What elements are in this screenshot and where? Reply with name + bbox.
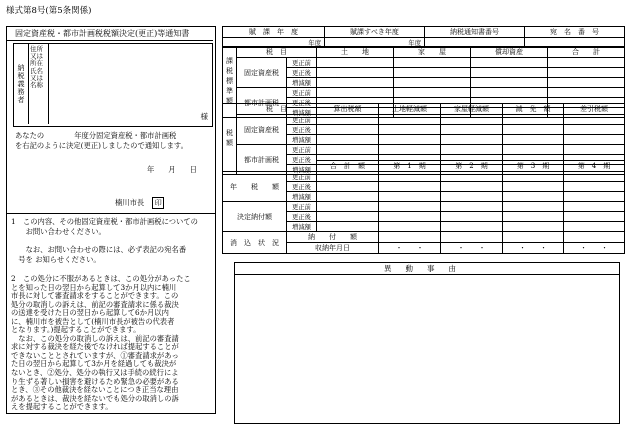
cell xyxy=(548,88,625,98)
sub-row-label: 更正前 xyxy=(287,58,317,68)
period-1-header: 第 1 期 xyxy=(379,161,441,172)
total-header: 合 計 額 xyxy=(317,161,379,172)
taxpayer-field-labels xyxy=(30,44,49,124)
cell xyxy=(548,68,625,78)
cell xyxy=(441,145,503,155)
note-line: た日の翌日から起算して3か月を経過しても裁決が xyxy=(11,359,177,369)
dot: ・ xyxy=(416,244,424,252)
depreciable-header: 償却資産 xyxy=(471,47,548,58)
cell xyxy=(564,172,625,182)
cell xyxy=(564,182,625,192)
note-1 xyxy=(11,217,213,266)
taxpayer-field-label: 住所 xyxy=(30,45,43,53)
cell xyxy=(317,182,379,192)
sub-row-label: 更正前 xyxy=(287,88,317,98)
sub-row-label: 更正前 xyxy=(287,172,317,182)
cell xyxy=(317,222,379,232)
date-dots xyxy=(564,243,625,254)
note-line: ないとき、②処分、処分の執行又は手続の続行によ xyxy=(11,368,179,378)
sub-row-label: 更正後 xyxy=(287,98,317,108)
cell xyxy=(548,78,625,88)
cell xyxy=(379,192,441,202)
annual-tax-label: 年 税 額 xyxy=(223,172,287,202)
row-fixed-asset-tax: 固定資産税 xyxy=(237,58,287,88)
tax-item-header: 税 目 xyxy=(237,47,317,58)
body-line2: を右記のように決定(更正)しましたので通知します。 xyxy=(15,141,188,151)
dot: ・ xyxy=(395,244,403,252)
body-line1: 年度分固定資産税・都市計画税 xyxy=(74,131,177,140)
cell xyxy=(564,232,625,243)
row-fixed-asset-tax: 固定資産税 xyxy=(237,115,287,145)
cell xyxy=(548,58,625,68)
total-header: 合 計 xyxy=(548,47,625,58)
cell xyxy=(317,58,394,68)
cell xyxy=(564,135,625,145)
taxpayer-vertical-label: 納税義務者 xyxy=(14,44,29,124)
sub-row-label: 更正前 xyxy=(287,145,317,155)
cell xyxy=(441,125,503,135)
note-line: 1 この内容、その他固定資産税・都市計画税についての xyxy=(11,217,198,226)
note-line: があるときは、裁決を経ないでも処分の取消しの訴 xyxy=(11,393,179,403)
period-2-header: 第 2 期 xyxy=(441,161,503,172)
cell xyxy=(441,232,503,243)
cell xyxy=(394,88,471,98)
cell xyxy=(379,202,441,212)
date-dots xyxy=(503,243,564,254)
cell xyxy=(394,58,471,68)
row-city-planning-tax: 都市計画税 xyxy=(237,88,287,118)
cell xyxy=(471,68,548,78)
cell xyxy=(379,145,441,155)
dot: ・ xyxy=(580,244,587,252)
cell xyxy=(503,125,564,135)
annual-tax-table xyxy=(222,160,625,254)
cell xyxy=(379,172,441,182)
cell xyxy=(379,125,441,135)
cell xyxy=(503,135,564,145)
header-table xyxy=(222,26,625,48)
note-line: 処分の取消しの訴えは、前記の審査請求に係る裁決 xyxy=(11,299,179,309)
sub-row-label: 更正後 xyxy=(287,155,317,165)
note-line: 2 この処分に不服があるときは、この処分があったこ xyxy=(11,274,191,283)
period-3-header: 第 3 期 xyxy=(503,161,564,172)
house-header: 家 屋 xyxy=(394,47,471,58)
cell xyxy=(441,115,503,125)
body-prefix: あなたの xyxy=(15,131,45,140)
sub-row-label: 更正後 xyxy=(287,182,317,192)
note-line: とき、③その他裁決を経ないことにつき正当な理由 xyxy=(11,385,179,395)
notice-title: 固定資産税・都市計画税税額決定(更正)等通知書 xyxy=(7,27,213,41)
blank-header xyxy=(223,161,317,172)
date-year: 年 xyxy=(147,165,155,174)
tax-standard-label: 課税標準額 xyxy=(223,47,237,118)
cell xyxy=(317,145,379,155)
cell xyxy=(564,125,625,135)
cell xyxy=(394,78,471,88)
notice-panel xyxy=(6,26,216,414)
sub-row-label: 更正前 xyxy=(287,115,317,125)
cell xyxy=(317,212,379,222)
cell xyxy=(471,78,548,88)
cell xyxy=(471,58,548,68)
decided-payment-label: 決定納付額 xyxy=(223,202,287,232)
receipt-date-label: 収納年月日 xyxy=(287,243,379,254)
taxpayer-field-label: 氏名 xyxy=(30,66,43,75)
cell xyxy=(379,135,441,145)
cell xyxy=(441,182,503,192)
cell xyxy=(317,88,394,98)
cell xyxy=(503,192,564,202)
taxpayer-box xyxy=(13,43,213,127)
dot: ・ xyxy=(457,244,465,252)
cell xyxy=(441,135,503,145)
sub-row-label: 更正後 xyxy=(287,212,317,222)
note-line: 号を お知らせください。 xyxy=(11,255,101,265)
dot: ・ xyxy=(540,244,547,252)
period-4-header: 第 4 期 xyxy=(564,161,625,172)
cell xyxy=(441,202,503,212)
cell xyxy=(394,68,471,78)
notice-date xyxy=(147,165,213,175)
date-month: 月 xyxy=(168,165,176,174)
sub-row-label: 増減額 xyxy=(287,78,317,88)
cell xyxy=(317,78,394,88)
cell xyxy=(379,222,441,232)
cell xyxy=(317,192,379,202)
cell xyxy=(564,192,625,202)
cell xyxy=(503,145,564,155)
dot: ・ xyxy=(519,244,526,252)
change-reason-title: 異動事由 xyxy=(235,263,619,275)
date-dots xyxy=(379,243,441,254)
cell xyxy=(441,222,503,232)
note-2 xyxy=(11,275,213,412)
note-line: できないこととされていますが、①審査請求があっ xyxy=(11,350,179,360)
cell xyxy=(441,212,503,222)
sub-row-label: 増減額 xyxy=(287,222,317,232)
exemption-header: 減 免 額 xyxy=(503,104,564,115)
note-line: の送達を受けた日の翌日から起算して6か月以内 xyxy=(11,308,169,318)
note-line: に、楠川市を被告として(楠川市長が被告の代表者 xyxy=(11,316,175,326)
note-line: えを提起することができます。 xyxy=(11,402,113,412)
cell xyxy=(503,172,564,182)
cell xyxy=(503,212,564,222)
note-line: お問い合わせください。 xyxy=(11,227,106,237)
cell xyxy=(317,202,379,212)
cell xyxy=(503,222,564,232)
cell xyxy=(317,115,379,125)
col-levy-year: 賦課すべき年度 xyxy=(325,27,425,38)
sub-row-label: 更正前 xyxy=(287,202,317,212)
note-line: り生ずる著しい損害を避けるため緊急の必要がある xyxy=(11,376,179,386)
taxpayer-field-label: 又は xyxy=(30,52,43,61)
note-line: となります。)提起することができます。 xyxy=(11,325,141,335)
cell xyxy=(441,172,503,182)
date-day: 日 xyxy=(189,165,197,174)
taxpayer-field-label: 名称 xyxy=(30,81,43,90)
sub-row-label: 更正後 xyxy=(287,68,317,78)
cell xyxy=(564,212,625,222)
cancellation-label: 消 込 状 況 xyxy=(223,232,287,254)
note-line: なお、この処分の取消しの訴えは、前記の審査請 xyxy=(11,333,179,343)
house-reduction-header: 家屋軽減額 xyxy=(441,104,503,115)
cell xyxy=(564,202,625,212)
dot: ・ xyxy=(601,244,608,252)
sub-row-label: 更正後 xyxy=(287,125,317,135)
cell xyxy=(564,222,625,232)
change-reason-box xyxy=(234,262,620,424)
notice-body xyxy=(15,131,211,152)
seal-stamp: 印 xyxy=(152,197,164,209)
tax-amount-label: 税額 xyxy=(223,104,237,175)
note-line: 市長に対して審査請求をすることができます。この xyxy=(11,291,179,301)
land-reduction-header: 土地軽減額 xyxy=(379,104,441,115)
cell xyxy=(441,192,503,202)
year-suffix: 年度 xyxy=(223,38,325,48)
cell xyxy=(317,135,379,145)
row-city-planning-tax: 都市計画税 xyxy=(237,145,287,175)
col-fiscal-year: 賦 課 年 度 xyxy=(223,27,325,38)
year-suffix: 年度 xyxy=(325,38,425,48)
cell xyxy=(379,115,441,125)
cell xyxy=(379,182,441,192)
cell xyxy=(317,125,379,135)
calc-tax-header: 算出税額 xyxy=(317,104,379,115)
col-address-number: 宛 名 番 号 xyxy=(525,27,625,38)
sub-row-label: 増減額 xyxy=(287,165,317,175)
taxpayer-field-label: 又は xyxy=(30,73,43,82)
tax-item-header: 税 目 xyxy=(237,104,317,115)
sub-row-label: 増減額 xyxy=(287,108,317,118)
cell xyxy=(471,88,548,98)
land-header: 土 地 xyxy=(317,47,394,58)
col-notice-number: 納税通知書番号 xyxy=(425,27,525,38)
paid-amount-label: 納 付 額 xyxy=(287,232,379,243)
dot: ・ xyxy=(478,244,486,252)
note-line: 求に対する裁決を経た後でなければ提起することが xyxy=(11,342,179,352)
divider xyxy=(7,213,215,214)
issuer-line xyxy=(115,197,164,209)
note-line: なお、お問い合わせの際には、必ず表記の宛名番 xyxy=(11,244,187,254)
note-line: とを知った日の翌日から起算して3か月以内に楠川 xyxy=(11,282,177,292)
cell xyxy=(379,232,441,243)
taxpayer-field-label: 所在 xyxy=(30,59,43,68)
cell xyxy=(503,232,564,243)
sub-row-label: 増減額 xyxy=(287,135,317,145)
sub-row-label: 増減額 xyxy=(287,192,317,202)
honorific: 様 xyxy=(200,112,208,121)
cell xyxy=(503,115,564,125)
form-number: 様式第8号(第5条関係) xyxy=(6,6,92,16)
cell xyxy=(379,212,441,222)
cell xyxy=(564,115,625,125)
cell xyxy=(503,202,564,212)
cell xyxy=(503,182,564,192)
net-tax-header: 差引税額 xyxy=(564,104,625,115)
cell xyxy=(317,172,379,182)
issuer: 楠川市長 xyxy=(115,198,145,207)
cell xyxy=(564,145,625,155)
date-dots xyxy=(441,243,503,254)
cell xyxy=(317,68,394,78)
